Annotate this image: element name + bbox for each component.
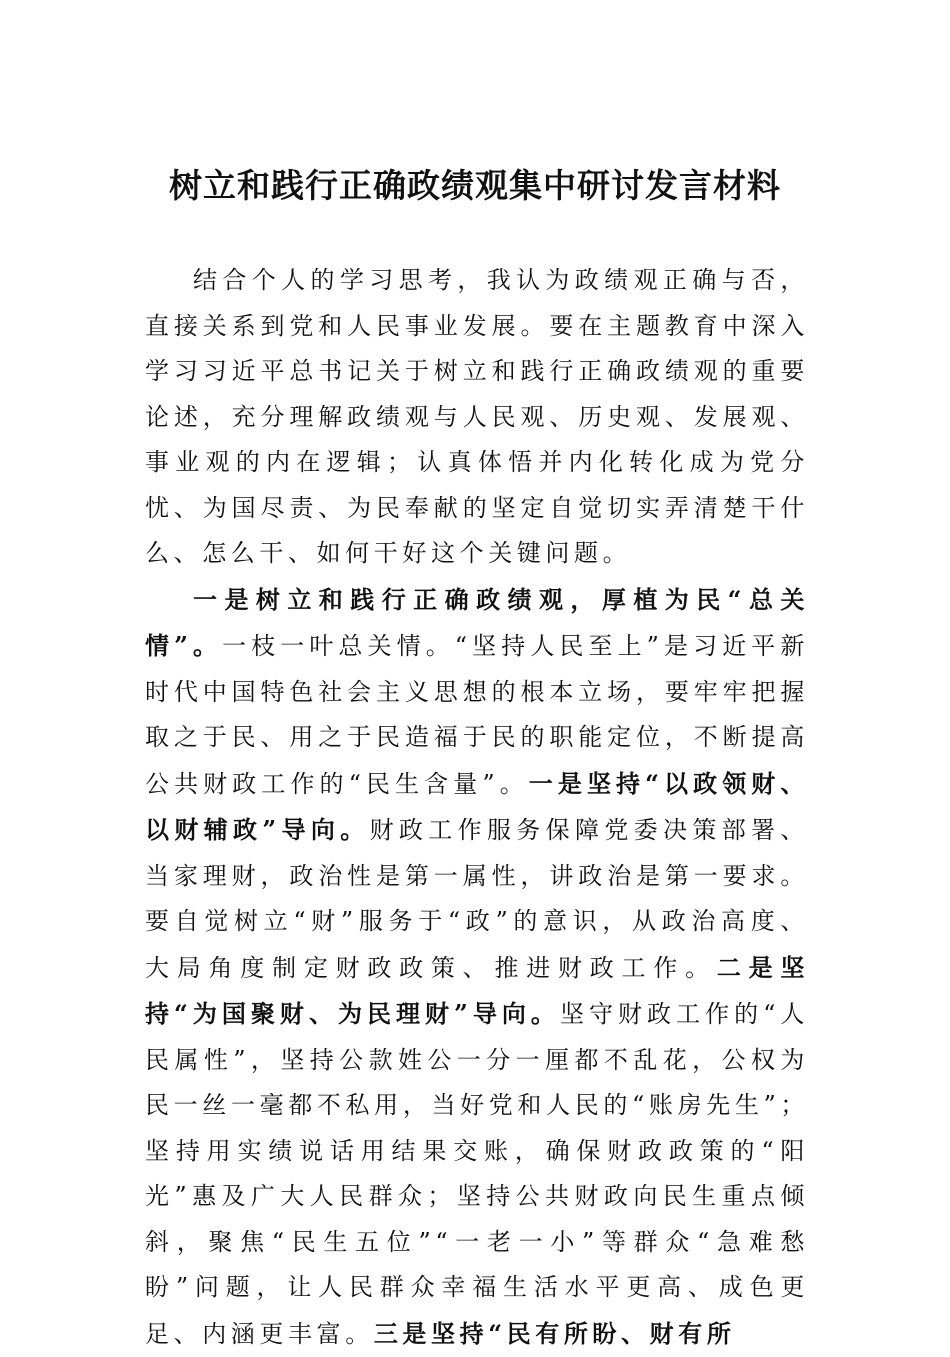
document-title: 树立和践行正确政绩观集中研讨发言材料 — [0, 162, 950, 210]
section-heading-one: 一是树立和践行正确政绩观，厚植为民“总关情”。 — [145, 585, 809, 661]
paragraph-text: 一枝一叶总关情。“坚持人民至上”是习近平新时代中国特色社会主义思想的根本立场，要牢牢把握取之于民、用之于民造福于民的职能定位，不断提高公共财政工作的“民生含量”。 — [145, 632, 809, 798]
sub-heading-two: 二是坚持“为国聚财、为民理财”导向。 — [145, 953, 809, 1029]
document-body — [145, 258, 809, 1357]
sub-heading-one: 一是坚持“以政领财、以财辅政”导向。 — [145, 769, 809, 845]
paragraph-point-one — [145, 577, 809, 1357]
paragraph-text: 坚守财政工作的“人民属性”，坚持公款姓公一分一厘都不乱花，公权为民一丝一毫都不私用，当好党和人民的“账房先生”；坚持用实绩说话用结果交账，确保财政政策的“阳光”惠及广大人民群众；坚持公共财政向民生重点倾斜，聚焦“民生五位”“一老一小”等群众“急难愁盼”问题，让人民群众幸福生活水平更高、成色更足、内涵更丰富。 — [145, 1000, 809, 1348]
paragraph-intro: 结合个人的学习思考，我认为政绩观正确与否，直接关系到党和人民事业发展。要在主题教育中深入学习习近平总书记关于树立和践行正确政绩观的重要论述，充分理解政绩观与人民观、历史观、发展观、事业观的内在逻辑；认真体悟并内化转化成为党分忧、为国尽责、为民奉献的坚定自觉切实弄清楚干什么、怎么干、如何干好这个关键问题。 — [145, 258, 809, 577]
sub-heading-three: 三是坚持“民有所盼、财有所 — [374, 1319, 736, 1348]
paragraph-text: 财政工作服务保障党委决策部署、当家理财，政治性是第一属性，讲政治是第一要求。要自觉树立“财”服务于“政”的意识，从政治高度、大局角度制定财政政策、推进财政工作。 — [145, 816, 809, 982]
